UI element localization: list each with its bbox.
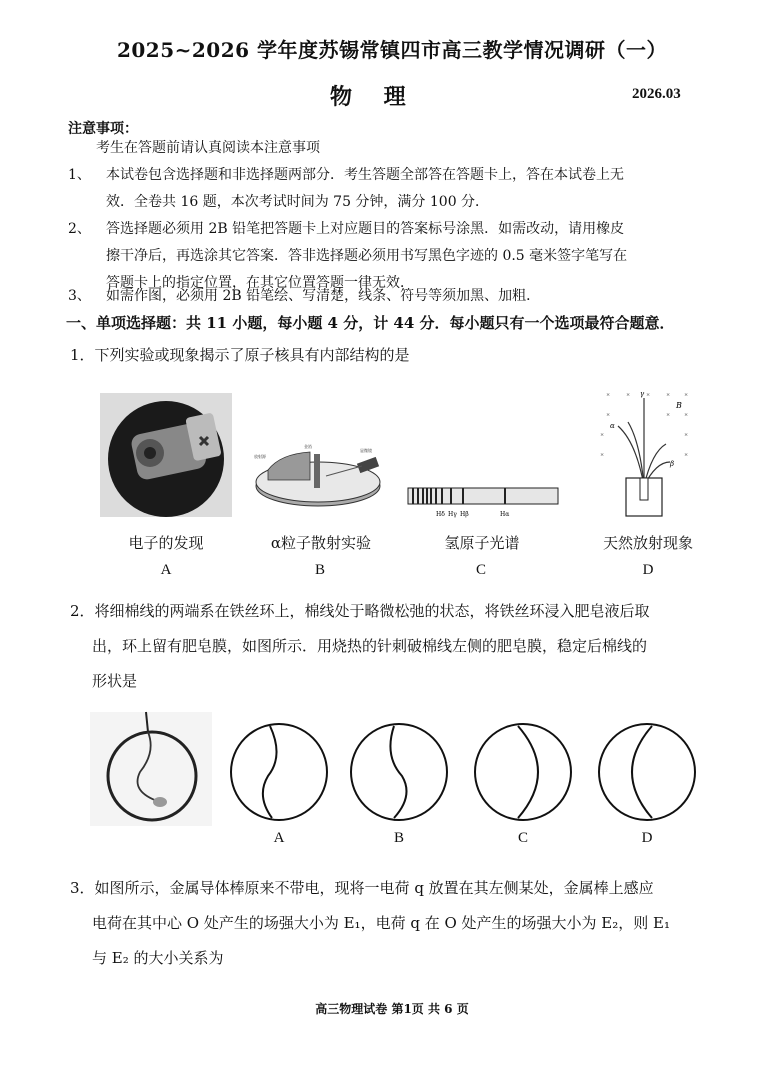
q1-option-d[interactable]: D: [642, 562, 654, 578]
q2-option-c-figure[interactable]: [472, 720, 574, 824]
spectrum-label: Hγ: [448, 511, 457, 518]
svg-text:×: ×: [684, 392, 689, 398]
q1-fig-electron-photo: [100, 393, 232, 517]
svg-text:×: ×: [684, 452, 689, 458]
q1-caption-a: 电子的发现: [128, 534, 204, 552]
q1-option-a[interactable]: A: [160, 562, 172, 578]
page-footer: 高三物理试卷 第1页 共 6 页: [315, 1002, 469, 1016]
notice-item-line: 答题卡上的指定位置，在其它位置答题一律无效．: [106, 275, 414, 291]
q2-option-a-figure[interactable]: [228, 720, 330, 824]
q2-line: 出，环上留有肥皂膜，如图所示．用烧热的针刺破棉线左侧的肥皂膜，稳定后棉线的: [92, 637, 648, 655]
notice-item-line: 本试卷包含选择题和非选择题两部分．考生答题全部答在答题卡上，答在本试卷上无: [106, 167, 624, 183]
svg-text:×: ×: [646, 392, 651, 398]
subject-title: 物 理: [330, 84, 418, 110]
q2-fig-soap-film-photo: [90, 712, 212, 826]
q1-fig-radioactivity: [596, 382, 696, 522]
svg-text:×: ×: [684, 432, 689, 438]
q3-line: 3．如图所示，金属导体棒原来不带电，现将一电荷 q 放置在其左侧某处，金属棒上感应: [70, 879, 654, 897]
spectrum-label: Hβ: [460, 511, 469, 518]
spectrum-label: Hα: [500, 511, 510, 518]
q1-fig-hydrogen-spectrum: [408, 482, 560, 522]
notice-heading: 注意事项：: [68, 121, 138, 137]
q2-option-b-figure[interactable]: [348, 720, 450, 824]
q1-option-c[interactable]: C: [475, 562, 486, 578]
notice-item-num: 2、: [68, 221, 91, 237]
section-heading: 一、单项选择题：共 11 小题，每小题 4 分，计 44 分．每小题只有一个选项最符合题意．: [66, 314, 675, 332]
q1-fig-alpha-scattering: [250, 440, 390, 512]
q2-option-c[interactable]: C: [517, 830, 528, 846]
q1-caption-d: 天然放射现象: [602, 534, 693, 552]
exam-title: 2025~2026 学年度苏锡常镇四市高三教学情况调研（一）: [116, 38, 668, 62]
q1-option-b[interactable]: B: [314, 562, 325, 578]
svg-text:显微镜: 显微镜: [360, 448, 372, 453]
q1-caption-b: α粒子散射实验: [270, 534, 372, 552]
q1-caption-c: 氢原子光谱: [444, 534, 520, 552]
q2-line: 2．将细棉线的两端系在铁丝环上，棉线处于略微松弛的状态，将铁丝环浸入肥皂液后取: [70, 602, 650, 620]
svg-text:金箔: 金箔: [304, 444, 312, 449]
q3-line: 与 E₂ 的大小关系为: [92, 949, 224, 967]
svg-text:×: ×: [684, 412, 689, 418]
spectrum-label: Hδ: [436, 511, 445, 518]
q2-option-d-figure[interactable]: [596, 720, 698, 824]
magnetic-field-label: B: [676, 401, 682, 410]
q3-line: 电荷在其中心 O 处产生的场强大小为 E₁，电荷 q 在 O 处产生的场强大小为 E₂，则 E₁: [92, 914, 671, 932]
notice-item-line: 擦干净后，再选涂其它答案．答非选择题必须用书写黑色字迹的 0.5 毫米签字笔写在: [106, 248, 628, 264]
notice-item-line: 如需作图，必须用 2B 铅笔绘、写清楚，线条、符号等须加黑、加粗．: [106, 288, 541, 304]
svg-text:×: ×: [626, 392, 631, 398]
q2-option-b[interactable]: B: [393, 830, 404, 846]
notice-intro: 考生在答题前请认真阅读本注意事项: [96, 140, 320, 156]
svg-text:×: ×: [606, 412, 611, 418]
svg-text:×: ×: [600, 432, 605, 438]
notice-item-line: 答选择题必须用 2B 铅笔把答题卡上对应题目的答案标号涂黑．如需改动，请用橡皮: [106, 221, 625, 237]
svg-text:放射源: 放射源: [254, 454, 266, 459]
exam-date: 2026.03: [632, 86, 681, 102]
q1-stem: 1．下列实验或现象揭示了原子核具有内部结构的是: [70, 346, 410, 364]
q2-line: 形状是: [92, 672, 138, 690]
q2-option-a[interactable]: A: [273, 830, 285, 846]
svg-text:×: ×: [606, 392, 611, 398]
svg-text:×: ×: [666, 392, 671, 398]
svg-text:×: ×: [600, 452, 605, 458]
q2-option-d[interactable]: D: [641, 830, 653, 846]
notice-item-num: 3、: [68, 288, 91, 304]
ray-label-alpha: α: [610, 422, 615, 430]
ray-label-gamma: γ: [640, 390, 645, 398]
ray-label-beta: β: [670, 460, 675, 468]
svg-text:×: ×: [666, 412, 671, 418]
notice-item-line: 效．全卷共 16 题，本次考试时间为 75 分钟，满分 100 分．: [106, 194, 490, 210]
notice-item-num: 1、: [68, 167, 91, 183]
